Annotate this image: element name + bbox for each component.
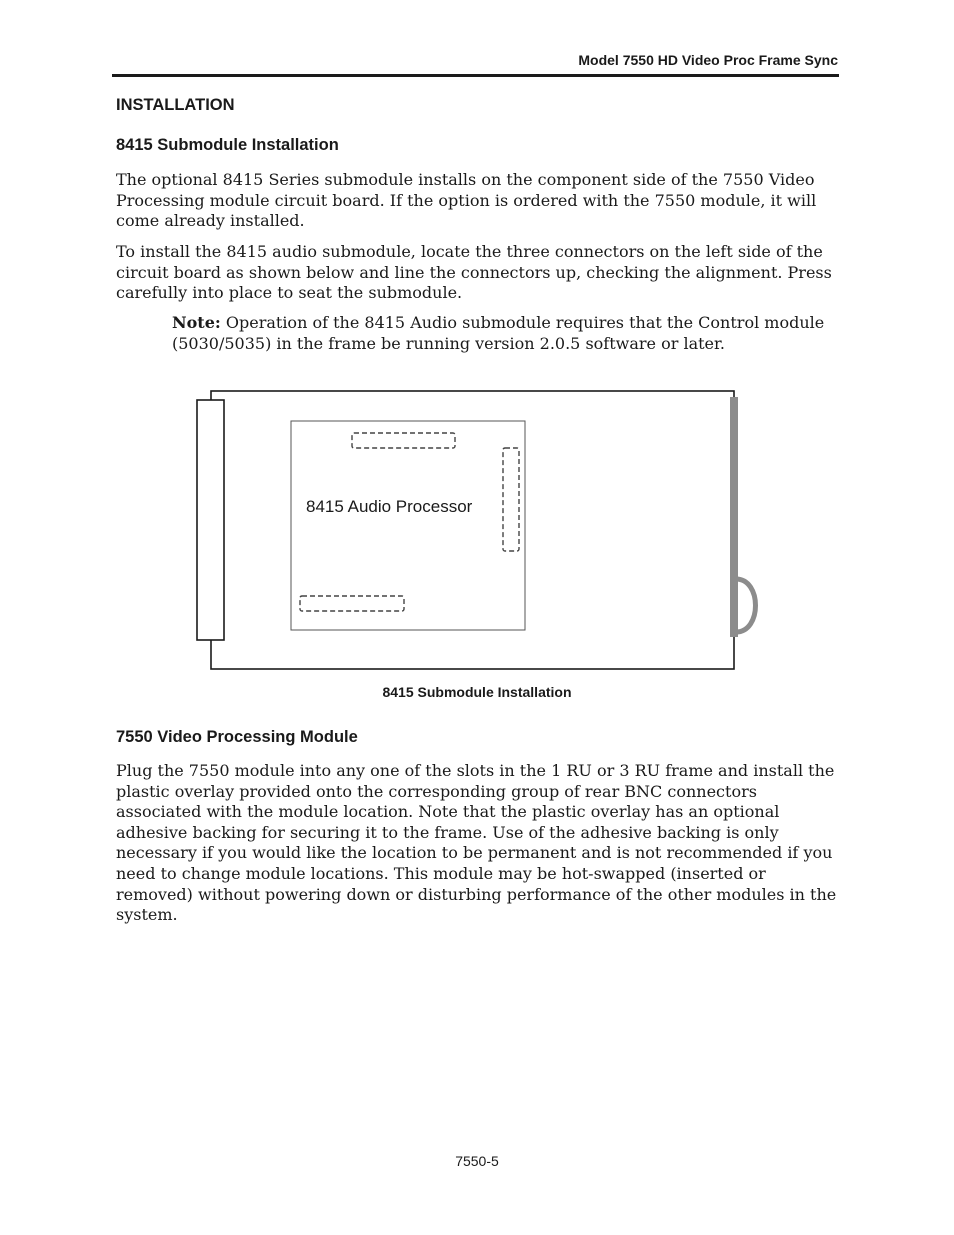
submodule-heading: 8415 Submodule Installation [116, 136, 339, 154]
figure-caption: 8415 Submodule Installation [382, 684, 572, 700]
module-heading: 7550 Video Processing Module [116, 728, 358, 746]
note-label: Note: [172, 313, 221, 332]
submodule-paragraph-2: To install the 8415 audio submodule, locate the three connectors on the left side of the circuit board as shown below and line the connectors up, checking the alignment. Press carefully into place to seat the submodule. [116, 242, 832, 303]
audio-submodule-outline [291, 421, 525, 630]
front-panel [197, 400, 224, 640]
circuit-board-diagram [190, 385, 770, 677]
running-header: Model 7550 HD Video Proc Frame Sync [578, 52, 838, 68]
note-text: Operation of the 8415 Audio submodule requires that the Control module (5030/5035) in the frame be running version 2.0.5 software or later. [172, 313, 825, 353]
page-number: 7550-5 [455, 1153, 499, 1169]
submodule-paragraph-1: The optional 8415 Series submodule installs on the component side of the 7550 Video Processing module circuit board. If the option is ordered with the 7550 module, it will come already installed. [116, 170, 817, 231]
module-paragraph: Plug the 7550 module into any one of the slots in the 1 RU or 3 RU frame and install the plastic overlay provided onto the corresponding group of rear BNC connectors associated with the module location. Note that the plastic overlay has an optional adhesive backing for securing it to the frame. Use of the adhesive backing is only necessary if you would like the location to be permanent and is not recommended if you need to change module locations. This module may be hot-swapped (inserted or removed) without powering down or disturbing performance of the other modules in the system. [116, 761, 837, 925]
header-rule [112, 74, 839, 77]
section-title: INSTALLATION [116, 96, 235, 114]
board-label: 8415 Audio Processor [306, 497, 473, 516]
ejector-handle [736, 579, 756, 632]
note-paragraph [172, 313, 838, 354]
submodule-figure [190, 385, 770, 677]
rear-connector-bar [730, 397, 738, 637]
